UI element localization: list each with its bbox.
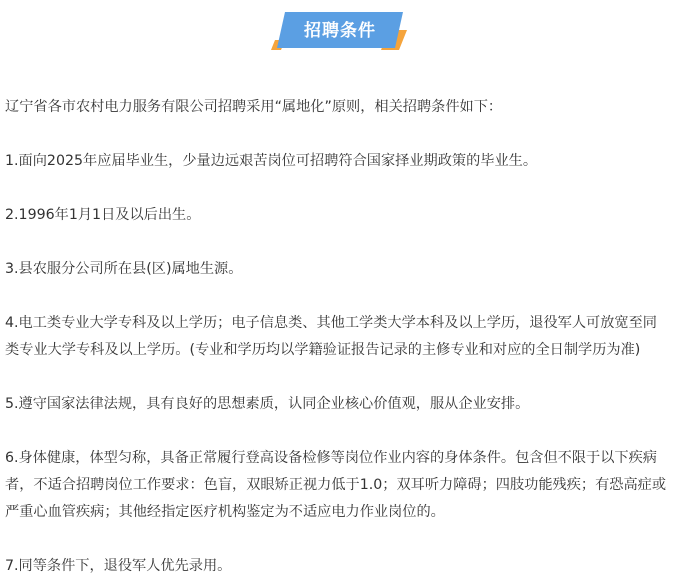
condition-6-line-2: 者，不适合招聘岗位工作要求：色盲，双眼矫正视力低于1.0；双耳听力障碍；四肢功能残疾；有恐高症或 [5, 477, 667, 493]
condition-3: 3.县农服分公司所在县(区)属地生源。 [5, 261, 243, 277]
condition-7: 7.同等条件下，退役军人优先录用。 [5, 558, 232, 574]
condition-4-line-2: 类专业大学专科及以上学历。(专业和学历均以学籍验证报告记录的主修专业和对应的全日制学历为准) [5, 342, 641, 358]
condition-4-line-1: 4.电工类专业大学专科及以上学历；电子信息类、其他工学类大学本科及以上学历，退役军人可放宽至同 [5, 315, 657, 331]
recruitment-conditions [5, 94, 681, 580]
page-title: 招聘条件 [304, 21, 376, 41]
condition-2: 2.1996年1月1日及以后出生。 [5, 207, 201, 223]
condition-6-line-3: 严重心血管疾病；其他经指定医疗机构鉴定为不适应电力作业岗位的。 [5, 504, 445, 520]
section-header-badge [271, 10, 411, 54]
condition-1: 1.面向2025年应届毕业生，少量边远艰苦岗位可招聘符合国家择业期政策的毕业生。 [5, 153, 538, 169]
intro-text: 辽宁省各市农村电力服务有限公司招聘采用“属地化”原则，相关招聘条件如下： [5, 99, 503, 115]
condition-6-line-1: 6.身体健康，体型匀称，具备正常履行登高设备检修等岗位作业内容的身体条件。包含但不限于以下疾病 [5, 450, 657, 466]
condition-5: 5.遵守国家法律法规，具有良好的思想素质，认同企业核心价值观，服从企业安排。 [5, 396, 530, 412]
